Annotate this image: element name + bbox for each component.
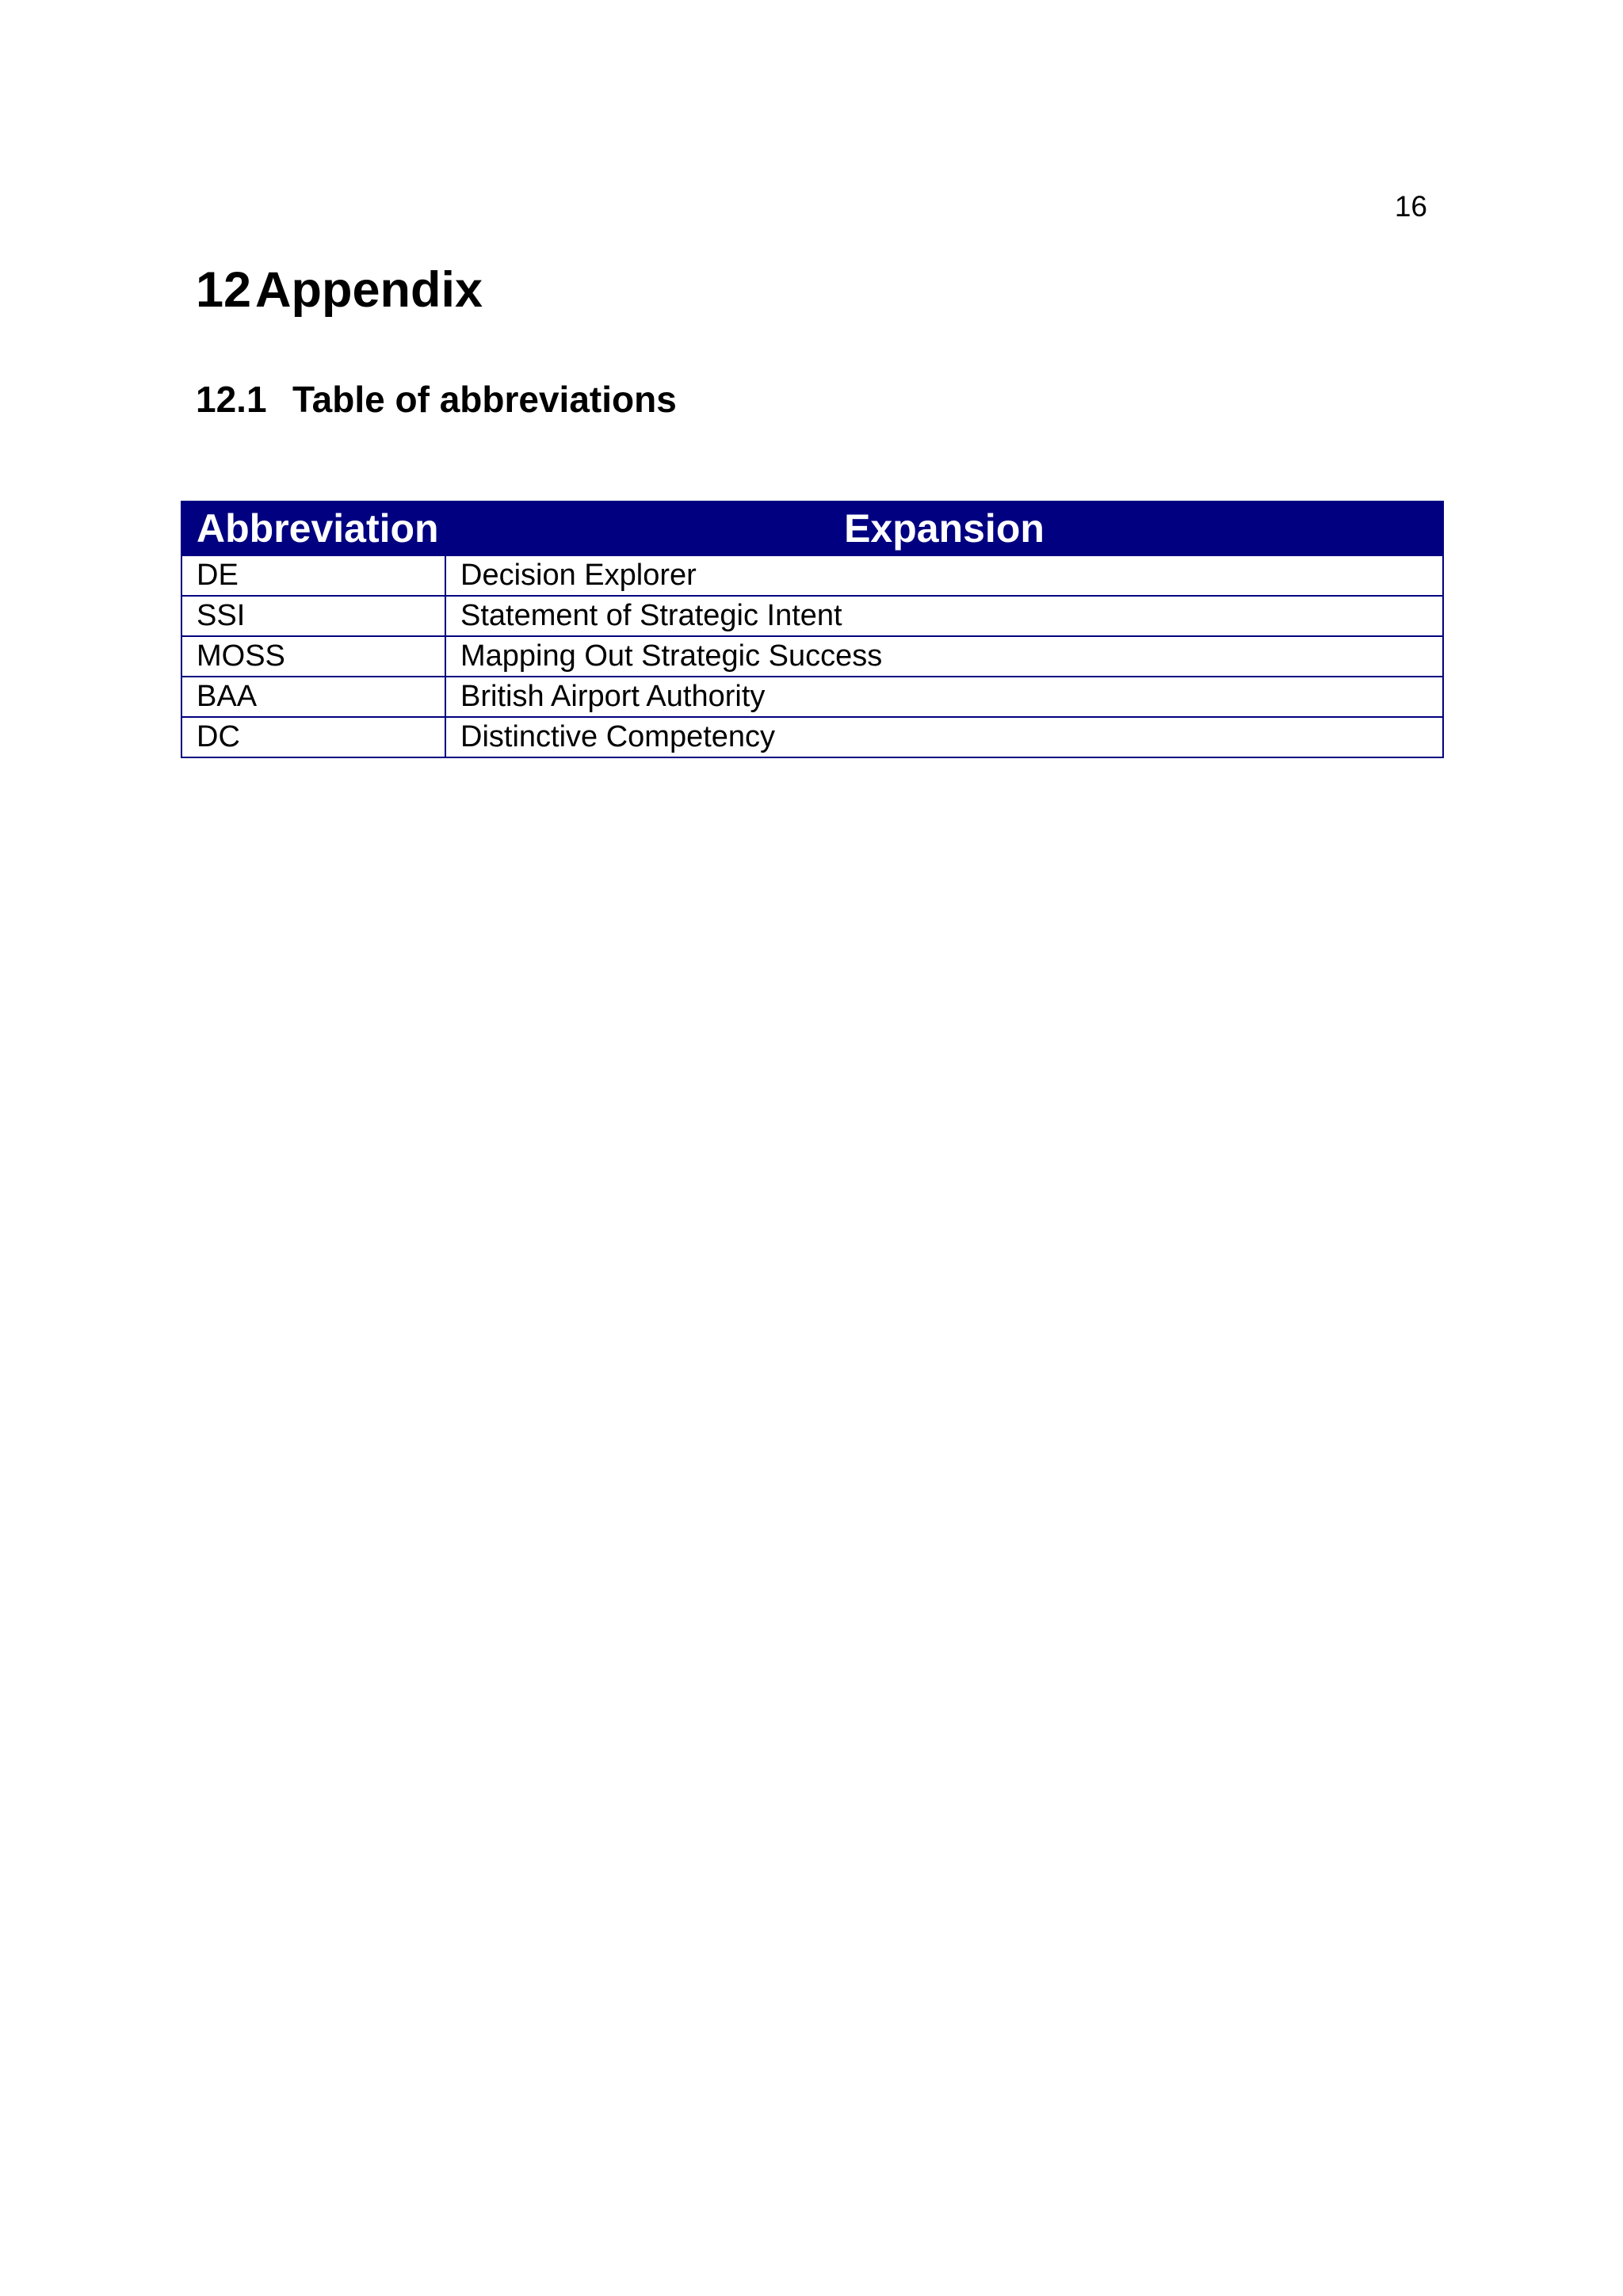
expansion-cell: British Airport Authority — [445, 677, 1443, 717]
subsection-heading — [196, 379, 677, 421]
column-header-abbreviation: Abbreviation — [181, 502, 445, 555]
expansion-cell: Distinctive Competency — [445, 717, 1443, 757]
abbreviation-cell: BAA — [181, 677, 445, 717]
table-header-row — [181, 502, 1443, 555]
expansion-cell: Mapping Out Strategic Success — [445, 636, 1443, 677]
table-row — [181, 636, 1443, 677]
column-header-expansion: Expansion — [445, 502, 1443, 555]
table-row — [181, 555, 1443, 596]
subsection-title: Table of abbreviations — [292, 379, 677, 420]
expansion-cell: Statement of Strategic Intent — [445, 596, 1443, 636]
section-title: Appendix — [255, 262, 483, 318]
expansion-cell: Decision Explorer — [445, 555, 1443, 596]
abbreviations-table — [181, 501, 1444, 758]
section-heading — [196, 261, 483, 318]
abbreviation-cell: SSI — [181, 596, 445, 636]
subsection-number: 12.1 — [196, 379, 267, 420]
page-number: 16 — [1394, 190, 1427, 223]
abbreviation-cell: DE — [181, 555, 445, 596]
table-row — [181, 677, 1443, 717]
table-row — [181, 596, 1443, 636]
table-row — [181, 717, 1443, 757]
abbreviation-cell: MOSS — [181, 636, 445, 677]
abbreviation-cell: DC — [181, 717, 445, 757]
section-number: 12 — [196, 262, 252, 318]
